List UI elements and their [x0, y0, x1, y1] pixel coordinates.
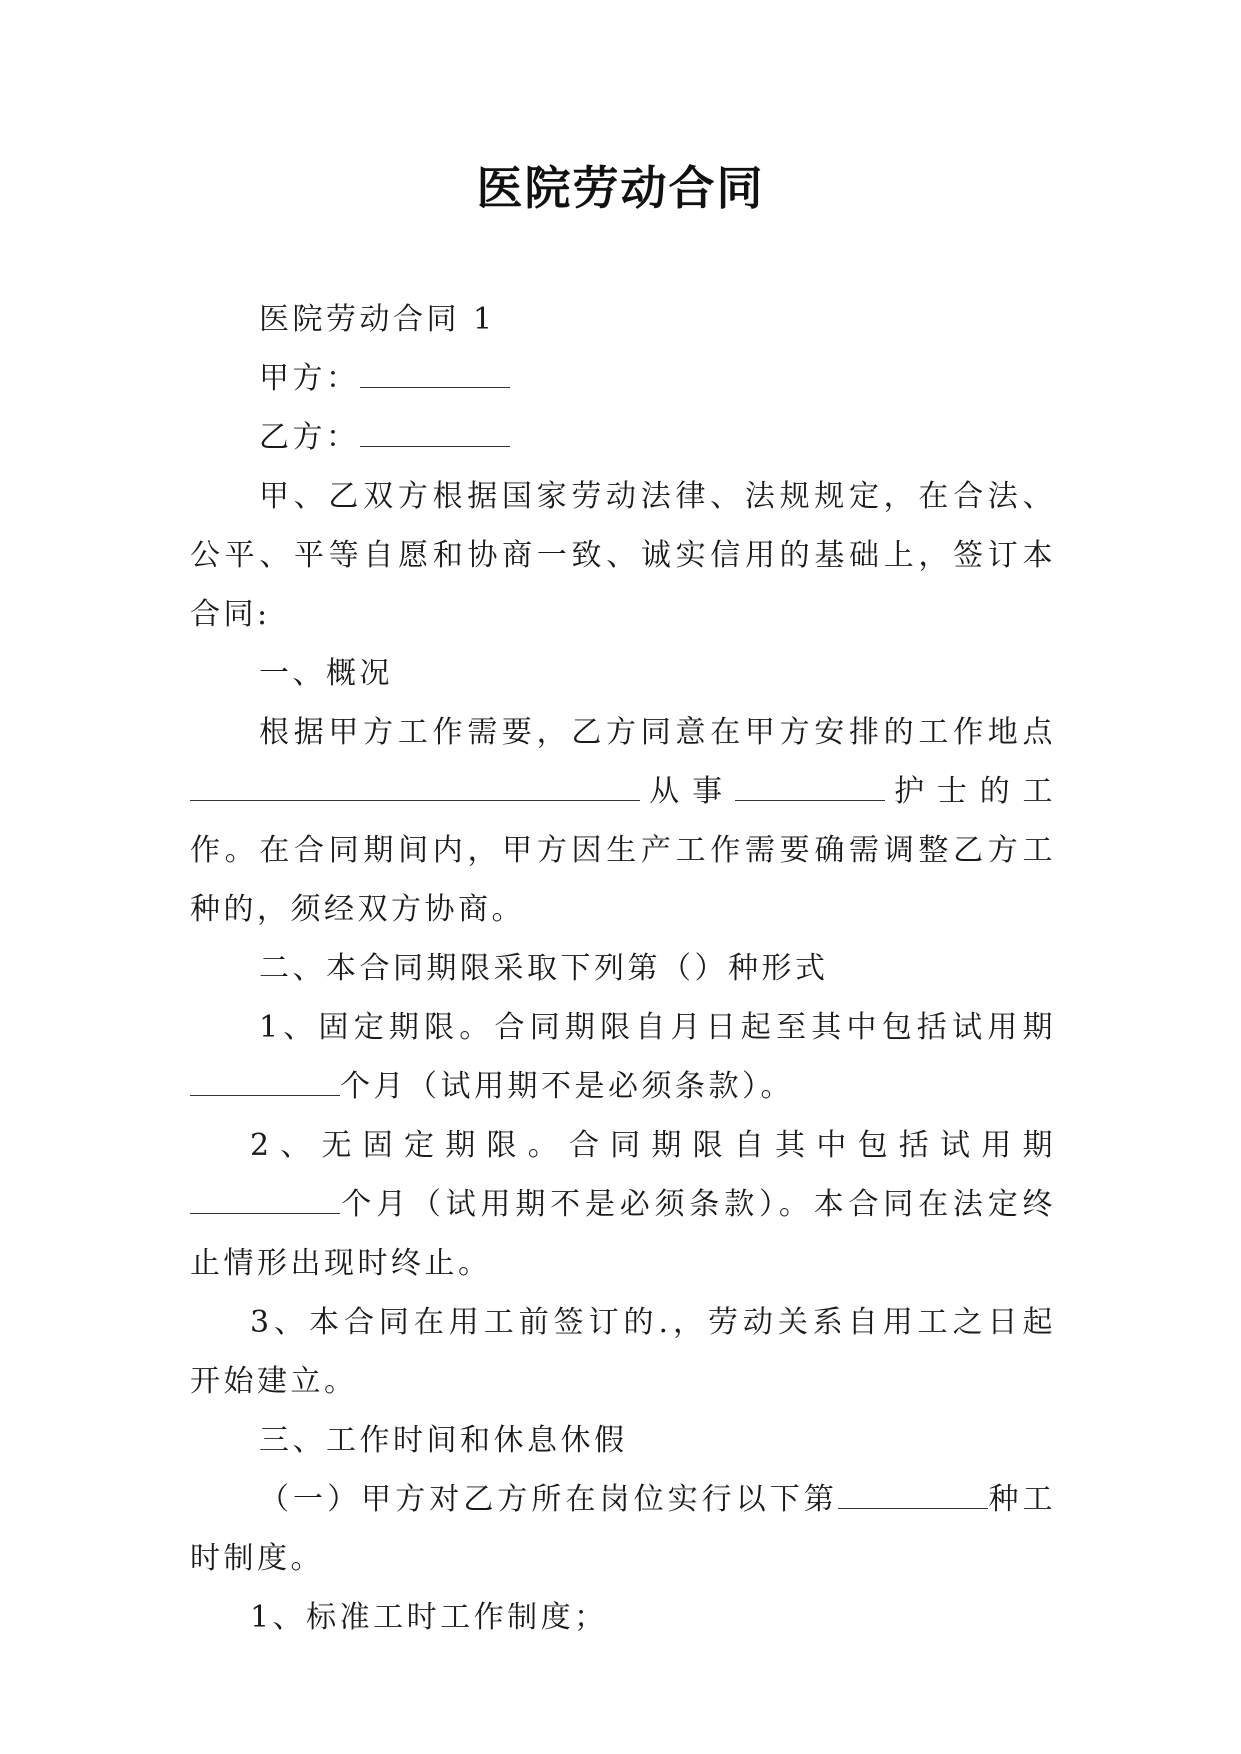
document-title: 医院劳动合同 [476, 161, 765, 215]
section1-heading: 一、概况 [259, 656, 393, 691]
section3-sub1-text-b: 种工时制度。 [190, 1482, 1057, 1576]
section3-item1: 1、标准工时工作制度； [250, 1600, 608, 1635]
section2-heading: 二、本合同期限采取下列第（）种形式 [259, 951, 829, 986]
section1-text-c: 护士的工作。在合同期间内，甲方因生产工作需要确需调整乙方工种的，须经双方协商。 [190, 774, 1057, 927]
party-b-label: 乙方： [259, 420, 360, 455]
item1-text-a: 1、固定期限。合同期限自月日起至其中包括试用期 [259, 1010, 1056, 1045]
document-body [190, 290, 1056, 1647]
item2-paragraph [190, 1116, 1056, 1293]
work-hours-blank [838, 1482, 988, 1509]
section1-text-a: 根据甲方工作需要，乙方同意在甲方安排的工作地点 [259, 715, 1056, 750]
section3-sub1-text-a: （一）甲方对乙方所在岗位实行以下第 [259, 1482, 838, 1517]
section3-sub1-paragraph [190, 1470, 1056, 1588]
item2-text-b: 个月（试用期不是必须条款）。本合同在法定终止情形出现时终止。 [190, 1187, 1056, 1281]
party-a-blank [360, 361, 510, 388]
section3-heading: 三、工作时间和休息休假 [259, 1423, 628, 1458]
party-a-label: 甲方： [259, 361, 360, 396]
contract-subtitle: 医院劳动合同 1 [259, 302, 496, 337]
party-b-line [190, 408, 1056, 467]
workplace-blank [190, 774, 640, 801]
item1-paragraph [190, 998, 1056, 1116]
item2-text-a: 2、无固定期限。合同期限自其中包括试用期 [250, 1128, 1056, 1163]
party-b-blank [360, 420, 510, 447]
party-a-line [190, 349, 1056, 408]
item2-probation-blank [190, 1187, 340, 1214]
item1-text-b: 个月（试用期不是必须条款）。 [340, 1069, 794, 1104]
intro-paragraph: 甲、乙双方根据国家劳动法律、法规规定，在合法、公平、平等自愿和协商一致、诚实信用的基础上，签订本合同: [190, 479, 1056, 632]
section1-text-b: 从事 [640, 774, 735, 809]
item1-probation-blank [190, 1069, 340, 1096]
item3-paragraph: 3、本合同在用工前签订的.，劳动关系自用工之日起开始建立。 [190, 1305, 1056, 1399]
job-blank [735, 774, 885, 801]
section1-paragraph [190, 703, 1056, 939]
